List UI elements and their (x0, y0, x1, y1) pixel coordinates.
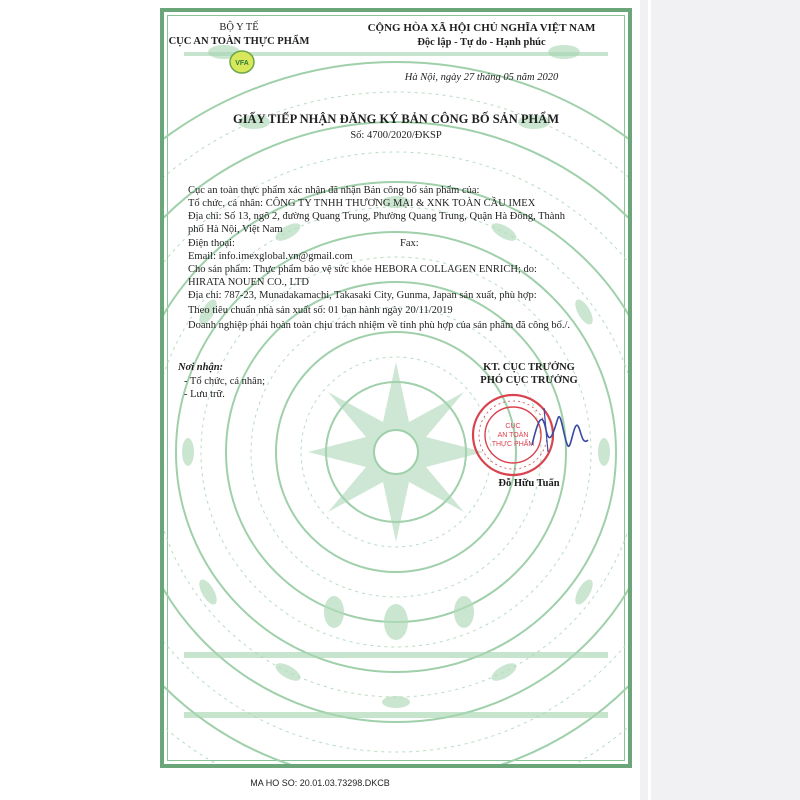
handwritten-signature (524, 400, 594, 460)
body-line-intro: Cục an toàn thực phẩm xác nhận đã nhận Bản công bố sản phẩm của: (188, 185, 480, 196)
body-line-phone: Điện thoại: (188, 238, 235, 249)
body-line-fax: Fax: (400, 238, 419, 249)
signer-name: Đỗ Hữu Tuấn (498, 478, 560, 489)
body-line-address-cont: phố Hà Nội, Việt Nam (188, 224, 283, 235)
background-side-strip (640, 0, 800, 800)
body-line-product: Cho sản phẩm: Thực phẩm bảo vệ sức khỏe HEBORA COLLAGEN ENRICH; do: (188, 264, 537, 275)
dossier-code: MA HO SO: 20.01.03.73298.DKCB (250, 778, 390, 788)
recipients-heading: Nơi nhận: (178, 362, 224, 373)
recipient-item-organization: - Tổ chức, cá nhân; (184, 376, 266, 387)
body-line-standard: Theo tiêu chuẩn nhà sản xuất số: 01 ban hành ngày 20/11/2019 (188, 305, 453, 316)
ministry-name: BỘ Y TẾ (219, 22, 259, 33)
body-line-email: Email: info.imexglobal.vn@gmail.com (188, 251, 353, 262)
body-line-organization: Tổ chức, cá nhân: CÔNG TY TNHH THƯƠNG MẠI & XNK TOÀN CẦU IMEX (188, 198, 536, 209)
svg-text:AN TOÀN: AN TOÀN (497, 432, 529, 439)
certificate-sheet (160, 8, 632, 768)
country-name: CỘNG HÒA XÃ HỘI CHỦ NGHĨA VIỆT NAM (367, 22, 596, 34)
background-side-divider (648, 0, 651, 800)
body-line-address: Địa chỉ: Số 13, ngõ 2, đường Quang Trung, Phường Quang Trung, Quận Hà Đông, Thành (188, 211, 565, 222)
national-motto: Độc lập - Tự do - Hạnh phúc (417, 37, 546, 48)
recipient-item-archive: - Lưu trữ. (184, 389, 225, 400)
signer-role-1: KT. CỤC TRƯỞNG (483, 362, 575, 373)
agency-name: CỤC AN TOÀN THỰC PHẨM (168, 36, 310, 47)
body-line-responsibility: Doanh nghiệp phải hoàn toàn chịu trách nhiệm về tính phù hợp của sản phẩm đã công bố./. (188, 320, 570, 331)
place-and-date: Hà Nội, ngày 27 tháng 05 năm 2020 (404, 72, 559, 83)
signer-role-2: PHÓ CỤC TRƯỞNG (480, 375, 578, 386)
document-number: Số: 4700/2020/ĐKSP (350, 130, 442, 141)
body-line-manufacturer-address: Địa chỉ: 787-23, Munadakamachi, Takasaki City, Gunma, Japan sản xuất, phù hợp: (188, 290, 537, 301)
body-line-manufacturer: HIRATA NOUEN CO., LTD (188, 277, 309, 288)
svg-text:VFA: VFA (235, 60, 249, 67)
svg-text:THỰC PHẨM: THỰC PHẨM (491, 441, 535, 448)
vfa-logo-icon (229, 50, 255, 74)
document-title: GIẤY TIẾP NHẬN ĐĂNG KÝ BẢN CÔNG BỐ SẢN PHẨM (232, 112, 560, 126)
svg-text:CỤC: CỤC (505, 423, 521, 430)
